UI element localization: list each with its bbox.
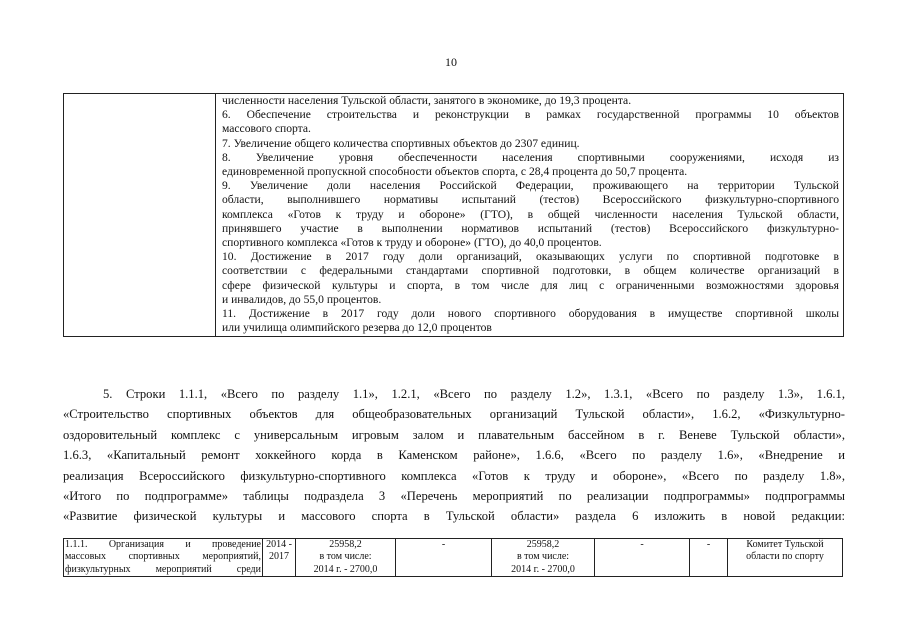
indicator-line: соответствии с федеральными стандартами спортивной подготовки, в общем количестве организаций в (222, 264, 839, 278)
indicator-line: единовременной пропускной способности объектов спорта, с 28,4 процента до 50,7 процента. (222, 165, 688, 179)
period-cell: 2014 - 2017 (263, 539, 296, 577)
section-line: 1.6.3, «Капитальный ремонт хоккейного корда в Каменском районе», 1.6.6, «Всего по разделу 1.6», «Внедрение и (63, 448, 845, 463)
federal-cell: - (396, 539, 492, 577)
indicator-line: спортивного комплекса «Готов к труду и обороне» (ГТО), до 40,0 процентов. (222, 236, 602, 250)
indicator-line: массового спорта. (222, 122, 311, 136)
indicators-table (63, 93, 844, 337)
other-cell: - (690, 539, 728, 577)
indicator-line: комплекса «Готов к труду и обороне» (ГТО), в общей численности населения Тульской области, (222, 207, 839, 221)
indicator-line: сфере физической культуры и спорта, в том числе для лиц с ограниченными возможностями здоровья (222, 278, 839, 292)
indicator-line: или училища олимпийского резерва до 12,0 процентов (222, 321, 492, 335)
indicators-label-cell (64, 94, 216, 337)
section-paragraph (63, 384, 845, 527)
indicator-line: области, выполнившего нормативы испытаний (тестов) Всероссийского физкультурно-спортивного (222, 193, 839, 207)
page-number: 10 (445, 55, 457, 69)
indicator-line: 10. Достижение в 2017 году доли организаций, оказывающих услуги по спортивной подготовке в (222, 250, 839, 264)
indicator-line: численности населения Тульской области, занятого в экономике, до 19,3 процента. (222, 94, 632, 107)
section-line: реализация Всероссийского физкультурно-спортивного комплекса «Готов к труду и обороне», «Всего по разделу 1.8», (63, 468, 845, 483)
table-row (64, 539, 843, 577)
section-line: оздоровительный комплекс с универсальным игровым залом и плавательным бассейном в г. Веневе Тульской области», (63, 427, 845, 442)
indicator-line: 11. Достижение в 2017 году доли нового спортивного оборудования в имуществе спортивной школы (222, 307, 839, 321)
section-line: «Строительство спортивных объектов для общеобразовательных организаций Тульской области», 1.6.2, «Физкультурно- (63, 407, 845, 422)
executor-cell: Комитет Тульской области по спорту (728, 539, 843, 577)
indicator-line: принявшего участие в выполнении нормативов испытаний (тестов) Всероссийского физкультурно- (222, 221, 839, 235)
total-cell: 25958,2 в том числе: 2014 г. - 2700,0 (296, 539, 396, 577)
indicator-line: 8. Увеличение уровня обеспеченности населения спортивными сооружениями, исходя из (222, 150, 839, 164)
measure-name-cell: 1.1.1. Организация и проведение массовых спортивных мероприятий, физкультурных мероприятий среди (65, 539, 261, 575)
indicator-line: и инвалидов, до 55,0 процентов. (222, 292, 382, 306)
section-line: 5. Строки 1.1.1, «Всего по разделу 1.1», 1.2.1, «Всего по разделу 1.2», 1.3.1, «Всего по разделу 1.3», 1.6.1, (103, 387, 845, 401)
indicator-line: 6. Обеспечение строительства и реконструкции в рамках государственной программы 10 объектов (222, 108, 839, 122)
section-line: «Развитие физической культуры и массового спорта в Тульской области» раздела 6 изложить в новой редакции: (63, 509, 845, 524)
indicators-text-cell (216, 94, 844, 337)
indicator-line: 9. Увеличение доли населения Российской Федерации, проживающего на территории Тульской (222, 179, 839, 193)
section-line: «Итого по подпрограмме» таблицы подраздела 3 «Перечень мероприятий по реализации подпрограммы» подпрограммы (63, 489, 845, 504)
measures-table (63, 538, 843, 577)
local-cell: - (595, 539, 690, 577)
indicator-line: 7. Увеличение общего количества спортивных объектов до 2307 единиц. (222, 136, 580, 150)
regional-cell: 25958,2 в том числе: 2014 г. - 2700,0 (492, 539, 595, 577)
